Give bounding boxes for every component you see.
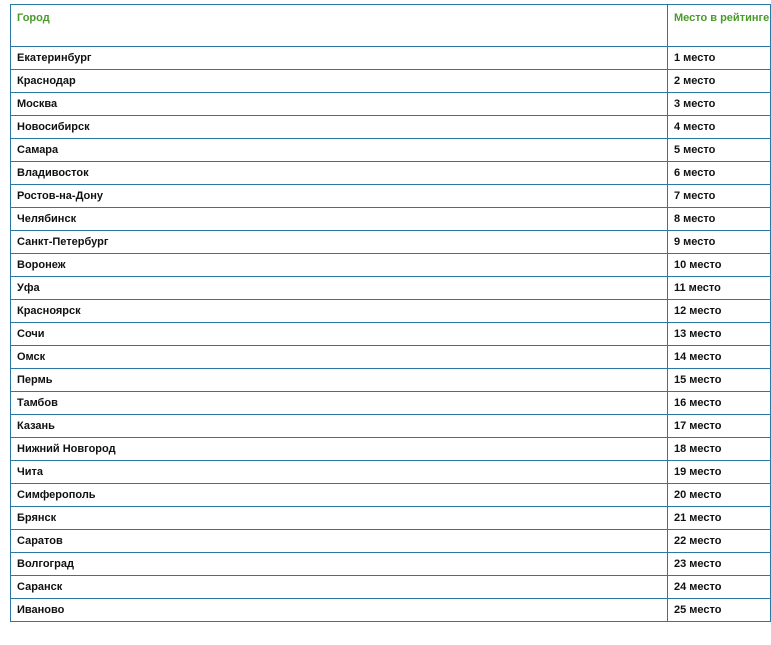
place-cell: 23 место (668, 553, 771, 576)
city-cell: Новосибирск (11, 116, 668, 139)
city-cell: Москва (11, 93, 668, 116)
city-cell: Пермь (11, 369, 668, 392)
place-cell: 11 место (668, 277, 771, 300)
city-cell: Казань (11, 415, 668, 438)
city-cell: Санкт-Петербург (11, 231, 668, 254)
city-cell: Саратов (11, 530, 668, 553)
table-body (11, 47, 771, 622)
table-header-row (11, 5, 771, 47)
table-row (11, 369, 771, 392)
place-cell: 7 место (668, 185, 771, 208)
city-cell: Владивосток (11, 162, 668, 185)
place-cell: 12 место (668, 300, 771, 323)
table-row (11, 415, 771, 438)
table-row (11, 507, 771, 530)
table-row (11, 530, 771, 553)
city-cell: Симферополь (11, 484, 668, 507)
table-row (11, 47, 771, 70)
place-cell: 2 место (668, 70, 771, 93)
place-cell: 19 место (668, 461, 771, 484)
place-cell: 5 место (668, 139, 771, 162)
city-cell: Волгоград (11, 553, 668, 576)
city-cell: Брянск (11, 507, 668, 530)
table-row (11, 70, 771, 93)
header-city: Город (11, 5, 668, 47)
place-cell: 24 место (668, 576, 771, 599)
place-cell: 6 место (668, 162, 771, 185)
city-ranking-table (10, 4, 771, 622)
table-row (11, 438, 771, 461)
place-cell: 20 место (668, 484, 771, 507)
city-cell: Тамбов (11, 392, 668, 415)
city-cell: Самара (11, 139, 668, 162)
place-cell: 10 место (668, 254, 771, 277)
place-cell: 14 место (668, 346, 771, 369)
table-row (11, 93, 771, 116)
table-row (11, 461, 771, 484)
city-cell: Сочи (11, 323, 668, 346)
city-cell: Иваново (11, 599, 668, 622)
place-cell: 3 место (668, 93, 771, 116)
header-place: Место в рейтинге (668, 5, 771, 47)
table-row (11, 346, 771, 369)
table-row (11, 162, 771, 185)
city-cell: Екатеринбург (11, 47, 668, 70)
table-row (11, 231, 771, 254)
place-cell: 21 место (668, 507, 771, 530)
place-cell: 8 место (668, 208, 771, 231)
city-cell: Нижний Новгород (11, 438, 668, 461)
place-cell: 18 место (668, 438, 771, 461)
place-cell: 17 место (668, 415, 771, 438)
city-cell: Краснодар (11, 70, 668, 93)
table-row (11, 254, 771, 277)
table-row (11, 116, 771, 139)
place-cell: 4 место (668, 116, 771, 139)
place-cell: 22 место (668, 530, 771, 553)
table-row (11, 139, 771, 162)
table-row (11, 208, 771, 231)
city-cell: Челябинск (11, 208, 668, 231)
place-cell: 15 место (668, 369, 771, 392)
table-row (11, 553, 771, 576)
city-cell: Красноярск (11, 300, 668, 323)
table-row (11, 599, 771, 622)
city-cell: Ростов-на-Дону (11, 185, 668, 208)
table-row (11, 300, 771, 323)
table-row (11, 484, 771, 507)
place-cell: 16 место (668, 392, 771, 415)
place-cell: 1 место (668, 47, 771, 70)
table-row (11, 576, 771, 599)
table-row (11, 323, 771, 346)
city-cell: Саранск (11, 576, 668, 599)
table-row (11, 185, 771, 208)
place-cell: 25 место (668, 599, 771, 622)
city-cell: Чита (11, 461, 668, 484)
city-cell: Уфа (11, 277, 668, 300)
place-cell: 9 место (668, 231, 771, 254)
city-cell: Омск (11, 346, 668, 369)
ranking-table-container (10, 4, 770, 622)
table-row (11, 392, 771, 415)
city-cell: Воронеж (11, 254, 668, 277)
table-row (11, 277, 771, 300)
place-cell: 13 место (668, 323, 771, 346)
